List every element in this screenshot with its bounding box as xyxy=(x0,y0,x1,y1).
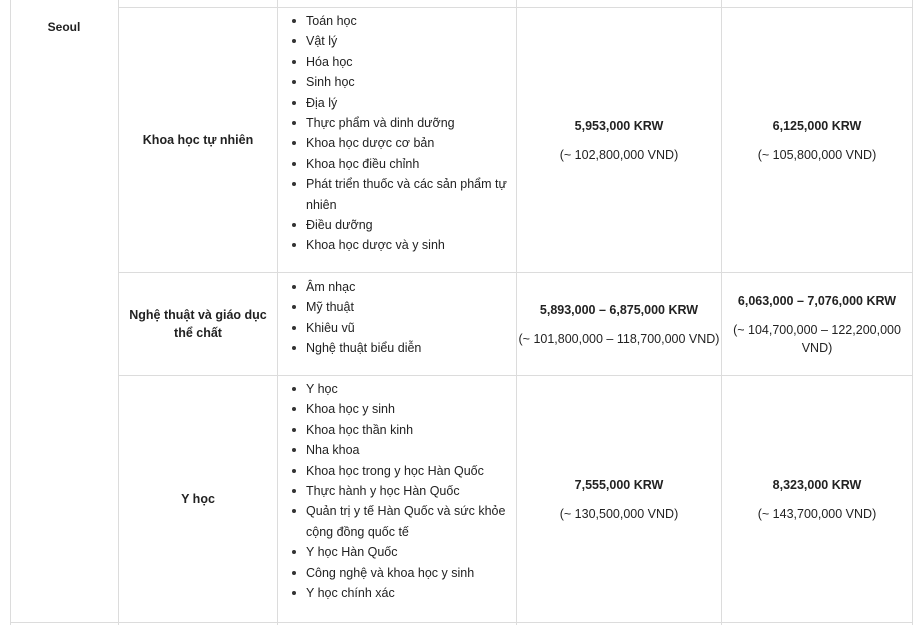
row-divider xyxy=(10,622,913,623)
city-cell: Seoul xyxy=(47,20,81,34)
majors-list xyxy=(306,277,508,359)
list-item: Vật lý xyxy=(306,31,508,51)
faculty-cell xyxy=(119,376,277,622)
fee-krw: 6,063,000 – 7,076,000 KRW xyxy=(737,293,897,308)
majors-cell xyxy=(278,379,516,603)
fee-cell xyxy=(517,8,721,272)
list-item: Y học chính xác xyxy=(306,583,508,603)
list-item: Khoa học thần kinh xyxy=(306,420,508,440)
majors-list xyxy=(306,11,508,256)
list-item: Khiêu vũ xyxy=(306,318,508,338)
fee-krw: 6,125,000 KRW xyxy=(772,118,862,133)
fee-cell xyxy=(517,273,721,375)
list-item: Y học xyxy=(306,379,508,399)
fee-cell xyxy=(722,376,912,622)
list-item: Công nghệ và khoa học y sinh xyxy=(306,563,508,583)
fee-krw: 5,953,000 KRW xyxy=(574,118,664,133)
list-item: Nghệ thuật biểu diễn xyxy=(306,338,508,358)
fee-vnd: (~ 130,500,000 VND) xyxy=(559,506,679,521)
list-item: Hóa học xyxy=(306,52,508,72)
fee-vnd: (~ 104,700,000 – 122,200,000 VND) xyxy=(733,322,901,355)
list-item: Âm nhạc xyxy=(306,277,508,297)
faculty-cell xyxy=(119,273,277,375)
fee-krw: 5,893,000 – 6,875,000 KRW xyxy=(539,302,699,317)
list-item: Toán học xyxy=(306,11,508,31)
majors-cell xyxy=(278,277,516,359)
fee-vnd: (~ 101,800,000 – 118,700,000 VND) xyxy=(518,331,720,346)
majors-cell xyxy=(278,11,516,256)
faculty-name: Nghệ thuật và giáo dục thể chất xyxy=(129,308,267,340)
list-item: Địa lý xyxy=(306,93,508,113)
list-item: Khoa học dược cơ bản xyxy=(306,133,508,153)
table-border-right xyxy=(912,0,913,625)
list-item: Nha khoa xyxy=(306,440,508,460)
fee-vnd: (~ 143,700,000 VND) xyxy=(757,506,877,521)
list-item: Sinh học xyxy=(306,72,508,92)
fee-vnd: (~ 102,800,000 VND) xyxy=(559,147,679,162)
list-item: Y học Hàn Quốc xyxy=(306,542,508,562)
list-item: Mỹ thuật xyxy=(306,297,508,317)
list-item: Khoa học dược và y sinh xyxy=(306,235,508,255)
list-item: Quản trị y tế Hàn Quốc và sức khỏe cộng đồng quốc tế xyxy=(306,501,508,542)
list-item: Khoa học điều chỉnh xyxy=(306,154,508,174)
faculty-name: Y học xyxy=(181,492,215,506)
majors-list xyxy=(306,379,508,603)
table-border-left xyxy=(10,0,11,625)
fee-vnd: (~ 105,800,000 VND) xyxy=(757,147,877,162)
fee-cell xyxy=(722,8,912,272)
fee-cell xyxy=(722,273,912,375)
list-item: Thực hành y học Hàn Quốc xyxy=(306,481,508,501)
list-item: Khoa học y sinh xyxy=(306,399,508,419)
list-item: Điều dưỡng xyxy=(306,215,508,235)
list-item: Phát triển thuốc và các sản phẩm tự nhiên xyxy=(306,174,508,215)
faculty-name: Khoa học tự nhiên xyxy=(142,133,254,147)
fee-krw: 8,323,000 KRW xyxy=(772,477,862,492)
fee-krw: 7,555,000 KRW xyxy=(574,477,664,492)
faculty-cell xyxy=(119,8,277,272)
list-item: Thực phẩm và dinh dưỡng xyxy=(306,113,508,133)
list-item: Khoa học trong y học Hàn Quốc xyxy=(306,461,508,481)
fee-cell xyxy=(517,376,721,622)
